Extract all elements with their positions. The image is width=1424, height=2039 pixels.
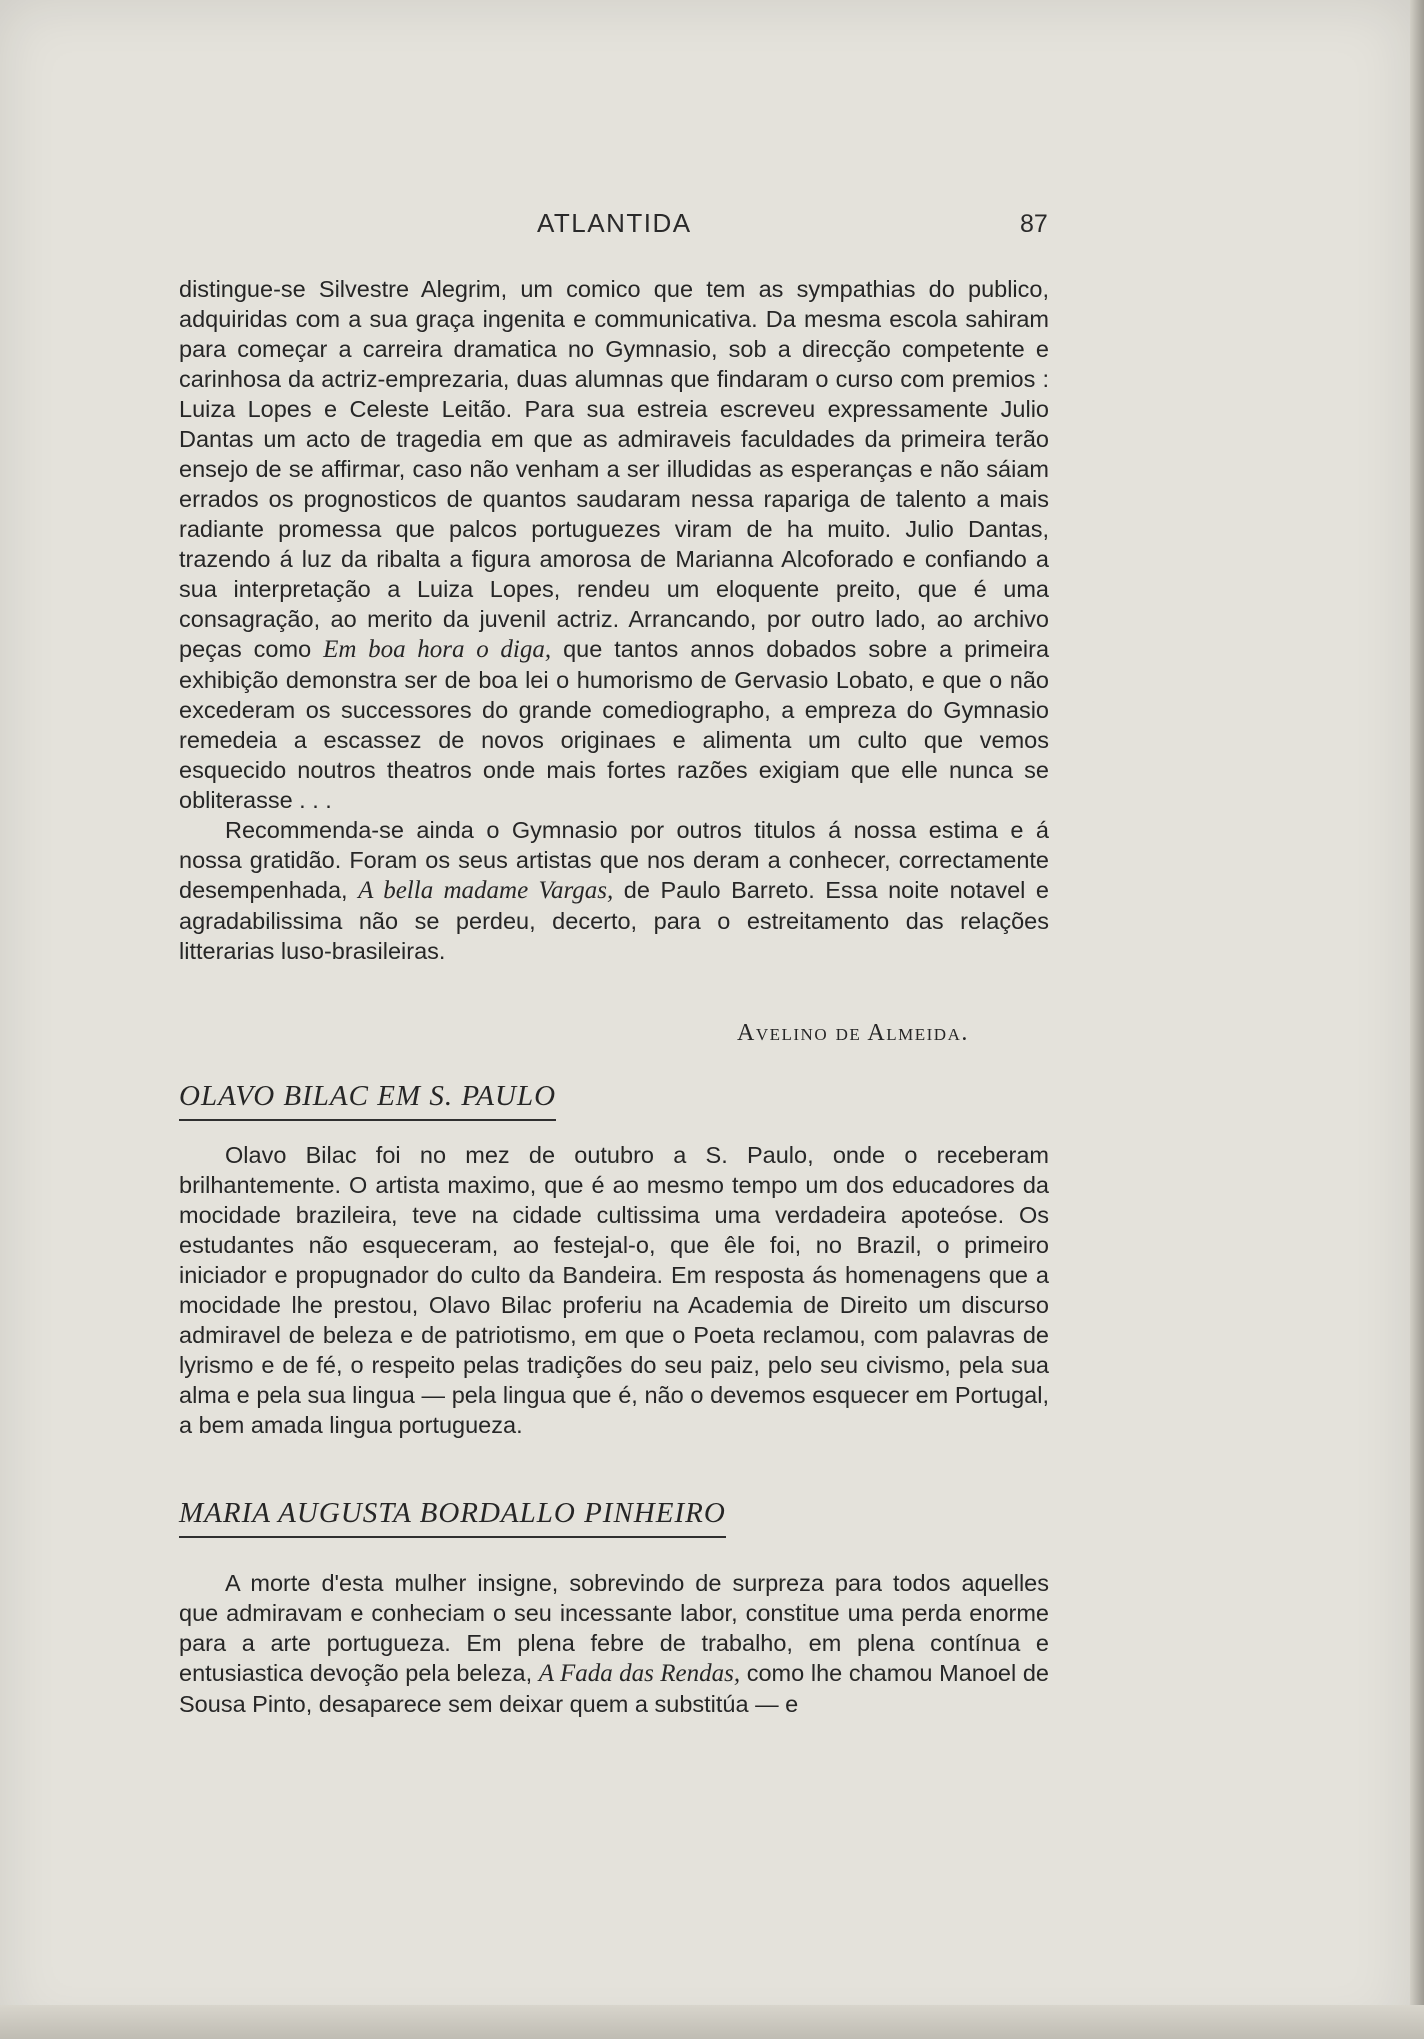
play-title: A bella madame Vargas, (358, 877, 614, 904)
paragraph-text: como lhe chamou Manoel de Sousa Pinto, desaparece sem deixar quem a substitúa — e (179, 1660, 1049, 1717)
bilac-paragraph: Olavo Bilac foi no mez de outubro a S. Paulo, onde o receberam brilhantemente. O artista maximo, que é ao mesmo tempo um dos educadores da mocidade brazileira, teve na cidade cultissima uma verdadeira apoteóse. Os estudantes não esqueceram, ao festejal-o, que êle foi, no Brazil, o primeiro iniciador e propugnador do culto da Bandeira. Em resposta ás homenagens que a mocidade lhe prestou, Olavo Bilac proferiu na Academia de Direito um discurso admiravel de beleza e de patriotismo, em que o Poeta reclamou, com palavras de lyrismo e de fé, o respeito pelas tradições do seu paiz, pelo seu civismo, pela sua alma e pela sua lingua — pela lingua que é, não o devemos esquecer em Portugal, a bem amada lingua portugueza. (179, 1142, 1049, 1438)
play-title: Em boa hora o diga, (323, 636, 552, 663)
bordallo-paragraph (179, 1568, 1049, 1719)
nickname-title: A Fada das Rendas, (538, 1660, 741, 1687)
section-bordallo-body (179, 1568, 1049, 1719)
paragraph-text: A morte d'esta mulher insigne, sobrevindo de surpreza para todos aquelles que admiravam e conheciam o seu incessante labor, constitue uma perda enorme para a arte portugueza. Em plena febre de trabalho, em plena contínua e entusiastica devoção pela beleza, (179, 1570, 1049, 1686)
article-paragraph-1 (179, 274, 1049, 815)
section-bilac-body (179, 1140, 1049, 1440)
journal-title: ATLANTIDA (537, 208, 692, 238)
paragraph-text: Recommenda-se ainda o Gymnasio por outros titulos á nossa estima e á nossa gratidão. Foram os seus artistas que nos deram a conhecer, correctamente desempenhada, (179, 817, 1049, 903)
article-gymnasio-body (179, 274, 1049, 966)
page-number: 87 (1020, 210, 1048, 238)
page-edge (1410, 0, 1424, 2039)
paragraph-text: que tantos annos dobados sobre a primeira exhibição demonstra ser de boa lei o humorismo de Gervasio Lobato, e que o não excederam os successores do grande comediographo, a empreza do Gymnasio remedeia a escassez de novos originaes e alimenta um culto que vemos esquecido noutros theatros onde mais fortes razões exigiam que elle nunca se obliterasse . . . (179, 636, 1050, 813)
section-heading-bilac: OLAVO BILAC EM S. PAULO (179, 1080, 556, 1121)
scan-bottom-strip (0, 2005, 1424, 2039)
author-signature: Avelino de Almeida. (737, 1020, 969, 1046)
article-paragraph-2 (179, 815, 1049, 966)
paragraph-text: de Paulo Barreto. Essa noite notavel e agradabilissima não se perdeu, decerto, para o estreitamento das relações litterarias luso-brasileiras. (179, 877, 1049, 964)
section-heading-bordallo: MARIA AUGUSTA BORDALLO PINHEIRO (179, 1497, 726, 1538)
paragraph-text: distingue-se Silvestre Alegrim, um comico que tem as sympathias do publico, adquiridas com a sua graça ingenita e communicativa. Da mesma escola sahiram para começar a carreira dramatica no Gymnasio, sob a direcção competente e carinhosa da actriz-emprezaria, duas alumnas que findaram o curso com premios : Luiza Lopes e Celeste Leitão. Para sua estreia escreveu expressamente Julio Dantas um acto de tragedia em que as admiraveis faculdades da primeira terão ensejo de se affirmar, caso não venham a ser illudidas as esperanças e não sáiam errados os prognosticos de quantos saudaram nessa rapariga de talento a mais radiante promessa que palcos portuguezes viram de ha muito. Julio Dantas, trazendo á luz da ribalta a figura amorosa de Marianna Alcoforado e confiando a sua interpretação a Luiza Lopes, rendeu um eloquente preito, que é uma consagração, ao merito da juvenil actriz. Arrancando, por outro lado, ao archivo peças como (179, 276, 1049, 662)
running-head (0, 208, 1424, 248)
